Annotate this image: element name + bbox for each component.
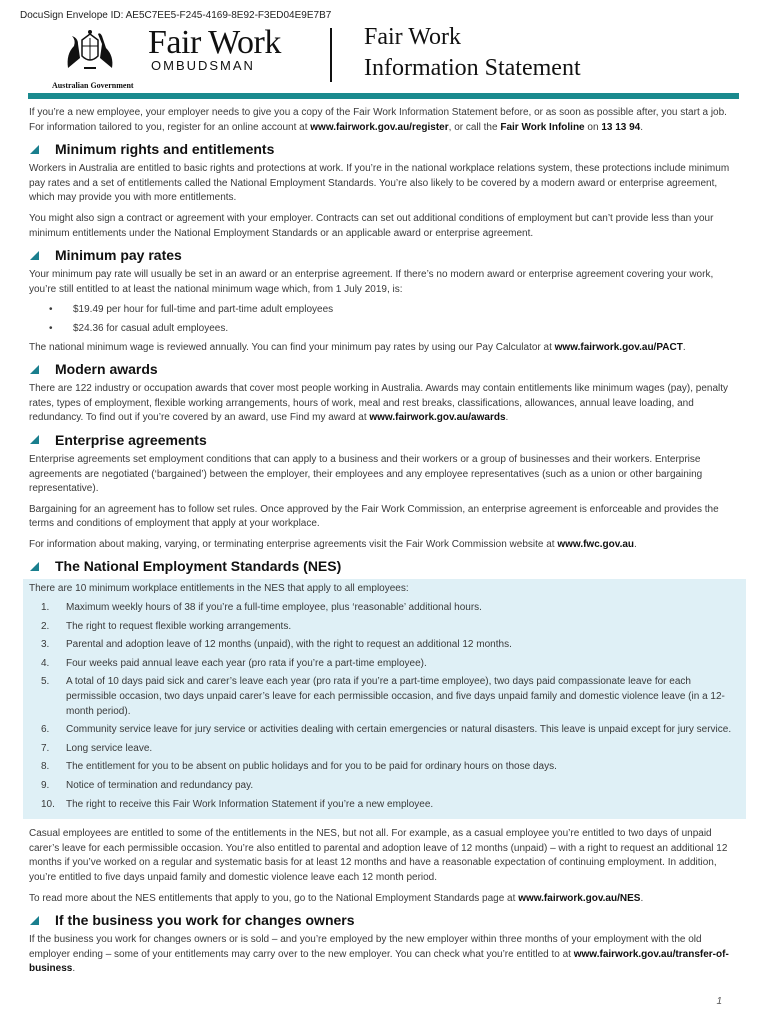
nes-list-item [29, 601, 740, 616]
triangle-bullet-icon [30, 145, 39, 154]
nes-list-item [29, 779, 740, 794]
triangle-bullet-icon [30, 916, 39, 925]
list-item: • $19.49 per hour for full-time and part-time adult employees [29, 303, 740, 318]
document-title-line-1: Fair Work [364, 24, 461, 50]
pay-rates-list [29, 303, 740, 336]
nes-item-text: Maximum weekly hours of 38 if you’re a full-time employee, plus ‘reasonable’ additional hours. [66, 602, 482, 614]
fwc-link[interactable]: www.fwc.gov.au [557, 538, 635, 550]
intro-paragraph [29, 106, 740, 135]
paragraph-text: . [634, 538, 637, 550]
nes-list-item [29, 723, 740, 738]
nes-item-text: Long service leave. [66, 742, 153, 754]
section-heading-nes [29, 558, 740, 574]
nes-link[interactable]: www.fairwork.gov.au/NES [518, 892, 641, 904]
docusign-envelope-id: DocuSign Envelope ID: AE5C7EE5-F245-4169-8E92-F3ED04E9E7B7 [20, 10, 332, 21]
list-item: • $24.36 for casual adult employees. [29, 322, 740, 337]
heading-text: Modern awards [55, 360, 158, 377]
header-divider [330, 28, 332, 82]
nes-item-number: 9. [41, 780, 50, 791]
nes-list [29, 601, 740, 812]
register-link[interactable]: www.fairwork.gov.au/register [310, 121, 449, 133]
paragraph-text: There are 122 industry or occupation awards that cover most people working in Australia. Awards may contain entitlements like minimum wages (pay), penalty rates, types of employment, flexible working arrangements, hours of work, meal and rest breaks, classifications, allowances, annual leave loading, and redundancy. To find out if you’re covered by an award, use Find my award at [29, 383, 729, 424]
paragraph [29, 892, 740, 907]
intro-text: , or call the [448, 121, 501, 133]
paragraph-text: . [505, 412, 509, 424]
nes-item-text: Community service leave for jury service or activities dealing with certain emergencies or natural disasters. This leave is unpaid except for jury service. [66, 724, 732, 736]
nes-item-number: 4. [41, 657, 50, 669]
nes-item-number: 8. [41, 761, 50, 773]
nes-list-item [29, 798, 740, 813]
heading-text: If the business you work for changes owners [55, 911, 355, 928]
paragraph-text: The national minimum wage is reviewed annually. You can find your minimum pay rates by using our Pay Calculator at [29, 341, 555, 353]
awards-link[interactable]: www.fairwork.gov.au/awards [369, 412, 506, 424]
nes-item-text: Notice of termination and redundancy pay. [66, 780, 254, 791]
infoline-label: Fair Work Infoline [500, 121, 585, 133]
nes-item-number: 6. [41, 724, 50, 736]
section-heading-business-changes-owners [29, 912, 740, 928]
nes-item-text: The right to request flexible working arrangements. [66, 620, 292, 632]
infoline-number[interactable]: 13 13 94 [601, 121, 641, 133]
paragraph: Your minimum pay rate will usually be set in an award or an enterprise agreement. If there’s no modern award or enterprise agreement covering your work, you’re still entitled to at least the national minimum wage which, from 1 July 2019, is: [29, 269, 714, 295]
nes-item-number: 10. [41, 798, 55, 810]
triangle-bullet-icon [30, 365, 39, 374]
paragraph [29, 341, 740, 356]
nes-item-text: The right to receive this Fair Work Information Statement if you’re a new employee. [66, 798, 434, 810]
nes-list-item [29, 675, 740, 719]
paragraph: Casual employees are entitled to some of the entitlements in the NES, but not all. For example, as a casual employee you’re entitled to two days of unpaid carer’s leave for each permissible occasion. You’re also entitled to parental and adoption leave of 12 months (unpaid) – with a right to request an additional 12 months if you’ve worked on a regular and systematic basis for at least 12 months and have a reasonable expectation of continuing employment. In addition, you’re entitled to five days unpaid family and domestic violence leave each 12 month period. [29, 828, 728, 883]
document-body [29, 106, 740, 983]
paragraph [29, 933, 740, 977]
triangle-bullet-icon [30, 435, 39, 444]
fair-work-logo-text: Fair Work [148, 24, 281, 61]
nes-item-number: 1. [41, 602, 50, 614]
header-accent-bar [28, 93, 739, 99]
coat-of-arms-icon [62, 28, 118, 74]
transfer-of-business-link[interactable]: www.fairwork.gov.au/transfer-of-business [29, 948, 729, 975]
nes-item-number: 7. [41, 742, 50, 754]
nes-list-item [29, 760, 740, 775]
document-title [364, 22, 581, 84]
paragraph-text: For information about making, varying, or terminating enterprise agreements visit the Fair Work Commission website at [29, 538, 558, 550]
paragraph: You might also sign a contract or agreement with your employer. Contracts can set out additional conditions of employment but can’t provide less than your minimum entitlements under the National Employment Standards or an applicable award or enterprise agreement. [29, 212, 714, 239]
ombudsman-logo-text: OMBUDSMAN [151, 58, 255, 73]
triangle-bullet-icon [30, 562, 39, 571]
paragraph-text: . [72, 963, 76, 975]
nes-item-text: A total of 10 days paid sick and carer’s leave each year (pro rata if you’re a part-time employee), two days paid compassionate leave for each permissible occasion, two days unpaid carer’s leave for each permissible occasion, and five days unpaid family and domestic violence leave (in a 12-month period). [66, 676, 725, 717]
nes-entitlements-box [23, 579, 746, 819]
nes-list-item [29, 638, 740, 653]
intro-text: . [640, 121, 644, 133]
nes-item-number: 5. [41, 676, 50, 688]
page-number: 1 [716, 996, 722, 1007]
triangle-bullet-icon [30, 251, 39, 260]
nes-item-number: 2. [41, 620, 50, 632]
heading-text: Minimum rights and entitlements [55, 140, 275, 157]
paragraph [29, 538, 740, 553]
document-title-line-2: Information Statement [364, 55, 581, 81]
page-header [0, 22, 768, 90]
nes-intro: There are 10 minimum workplace entitlements in the NES that apply to all employees: [29, 583, 409, 595]
nes-item-text: The entitlement for you to be absent on public holidays and for you to be paid for ordinary hours on those days. [66, 761, 557, 773]
paragraph-text: To read more about the NES entitlements that apply to you, go to the National Employment Standards page at [29, 892, 519, 904]
heading-text: The National Employment Standards (NES) [55, 558, 342, 575]
australian-government-label: Australian Government [52, 81, 134, 90]
heading-text: Enterprise agreements [55, 431, 207, 448]
section-heading-minimum-pay-rates [29, 247, 740, 263]
section-heading-enterprise-agreements [29, 432, 740, 448]
paragraph-text: If the business you work for changes owners or is sold – and you’re employed by the new employer within three months of your employment with the old employer ending – some of your entitlements may carry over to the new employer. You can check what you’re entitled to at [29, 934, 702, 960]
pay-calculator-link[interactable]: www.fairwork.gov.au/PACT [554, 341, 683, 353]
paragraph [29, 382, 740, 426]
nes-list-item [29, 742, 740, 757]
section-heading-minimum-rights [29, 141, 740, 157]
paragraph: Enterprise agreements set employment conditions that can apply to a business and their workers or a group of businesses and their workers. Enterprise agreements are negotiated (‘bargained’) between the employer, their employees and any employee representatives (such as a union or other bargaining representative). [29, 453, 703, 495]
paragraph: Bargaining for an agreement has to follow set rules. Once approved by the Fair Work Commission, an enterprise agreement is enforceable and provides the terms and conditions of employment that apply at your workplace. [29, 503, 719, 530]
intro-text: If you’re a new employee, your employer needs to give you a copy of the Fair Work Information Statement before, or as soon as possible after, you start a job. For information tailored to you, register for an online account at [29, 107, 727, 133]
nes-list-item [29, 620, 740, 635]
nes-item-text: Four weeks paid annual leave each year (pro rata if you’re a part-time employee). [66, 657, 427, 669]
paragraph-text: . [682, 341, 686, 353]
nes-list-item [29, 657, 740, 672]
intro-text: on [584, 121, 602, 133]
nes-item-text: Parental and adoption leave of 12 months (unpaid), with the right to request an additional 12 months. [66, 639, 512, 651]
heading-text: Minimum pay rates [55, 246, 182, 263]
paragraph: Workers in Australia are entitled to basic rights and protections at work. If you’re in the national workplace relations system, these protections include minimum pay rates and a set of entitlements called the National Employment Standards. You’re also likely to be covered by a modern award or enterprise agreement, which may provide you with more entitlements. [29, 163, 730, 204]
section-heading-modern-awards [29, 361, 740, 377]
paragraph-text: . [640, 892, 644, 904]
nes-item-number: 3. [41, 639, 50, 651]
